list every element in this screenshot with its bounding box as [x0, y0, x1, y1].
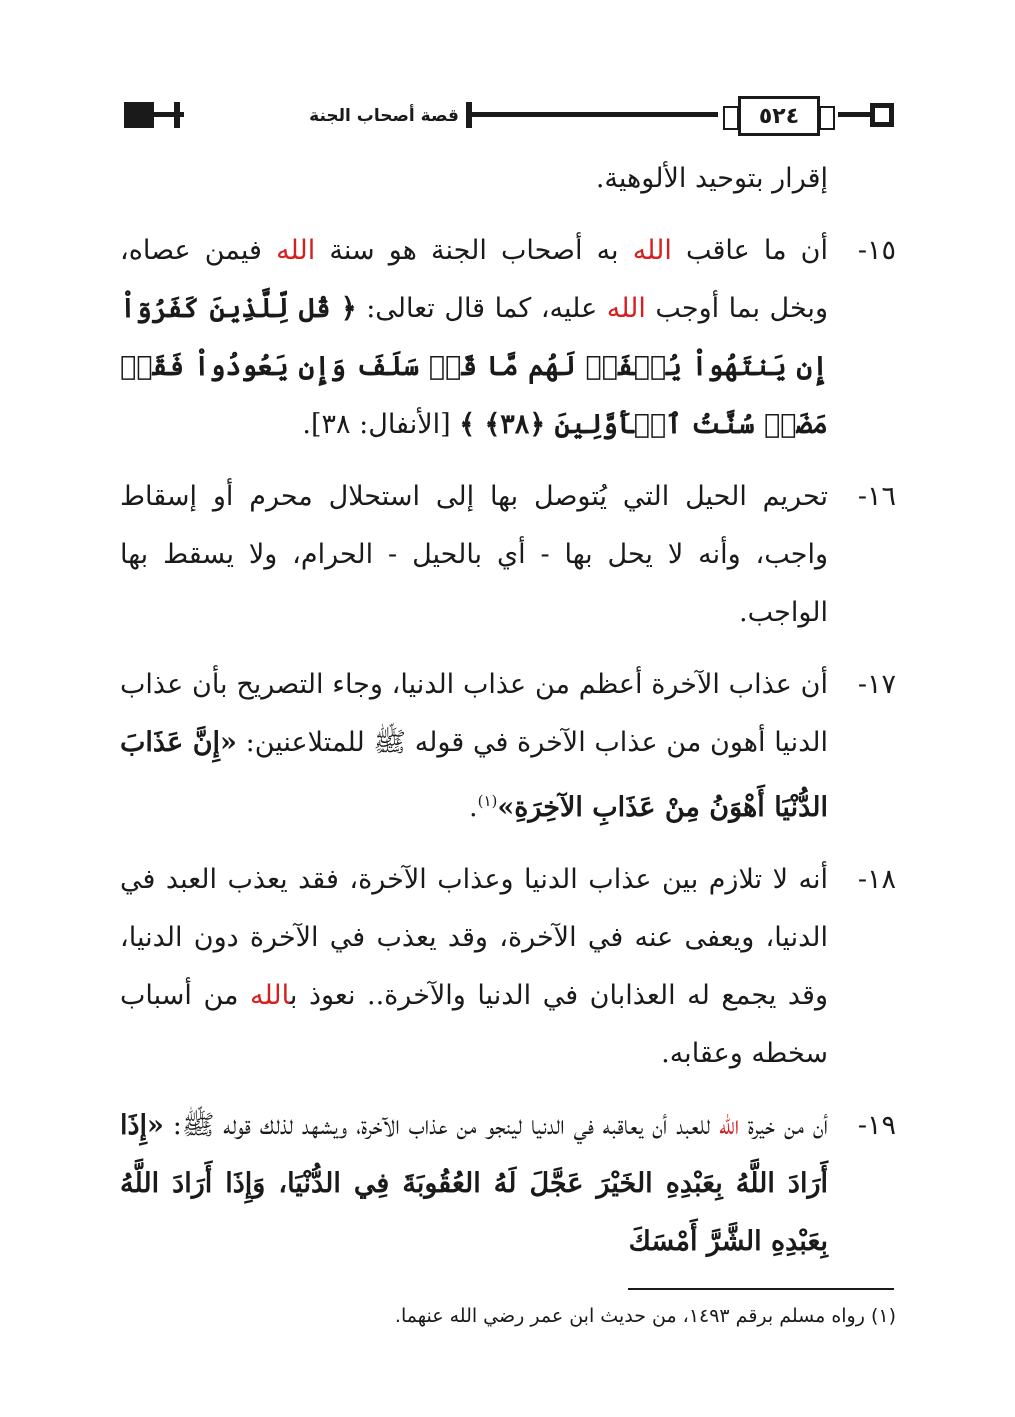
- text: أن ما عاقب: [671, 235, 828, 266]
- item-number: ١٧-: [857, 669, 896, 700]
- item-number: ١٥-: [857, 235, 896, 266]
- header-rule: [154, 112, 174, 117]
- text: أن عذاب الآخرة أعظم من عذاب الدنيا، وجاء التصريح بأن عذاب الدنيا أهون من عذاب الآخرة في قوله ﷺ للمتلاعنين:: [120, 669, 828, 758]
- verse-reference: [الأنفال: ٣٨].: [302, 409, 460, 440]
- header-end-block: [124, 102, 154, 128]
- header-corner-square: [870, 103, 894, 127]
- paragraph-17: [120, 656, 896, 837]
- quran-verse: ﴿ قُل لِّلَّذِينَ كَفَرُوٓاْ إِن يَنتَهُواْ يُغۡفَرۡ لَهُم مَّا قَدۡ سَلَفَ وَإِن يَعُودُواْ فَقَدۡ مَضَتۡ سُنَّتُ ٱلۡأَوَّلِينَ ﴿٣٨﴾ ﴾: [120, 293, 828, 440]
- text: أنه لا تلازم بين عذاب الدنيا وعذاب الآخرة، فقد يعذب العبد في الدنيا، ويعفى عنه في الآخرة، وقد يعذب في الآخرة دون الدنيا، وقد يجمع له العذابان في الدنيا والآخرة.. نعوذ ب: [120, 864, 828, 1011]
- hadith-quote: «إِذَا أَرَادَ اللَّهُ بِعَبْدِهِ الخَيْرَ عَجَّلَ لَهُ العُقُوبَةَ فِي الدُّنْيَا، وَإِذَا أَرَادَ اللَّهُ بِعَبْدِهِ الشَّرَّ أَمْسَكَ: [120, 1110, 828, 1257]
- item-number: ١٦-: [857, 481, 896, 512]
- page-number: ٥٢٤: [738, 96, 820, 136]
- chapter-title: قصة أصحاب الجنة: [309, 106, 459, 126]
- text: .: [468, 792, 478, 823]
- divine-name: الله: [606, 293, 646, 324]
- divine-name: الله: [632, 235, 672, 266]
- item-number: ١٨-: [857, 864, 896, 895]
- paragraph-19: [120, 1097, 896, 1271]
- text: للعبد أن يعاقبه في الدنيا لينجو من عذاب الآخرة، ويشهد لذلك قوله ﷺ:: [163, 1110, 719, 1141]
- paragraph-15: [120, 222, 896, 454]
- divine-name: الله: [250, 980, 290, 1011]
- item-number: ١٩-: [857, 1110, 896, 1141]
- header-rule: [180, 112, 184, 117]
- text: به أصحاب الجنة هو سنة: [315, 235, 633, 266]
- paragraph-intro: [120, 150, 896, 208]
- text: إقرار بتوحيد الألوهية.: [595, 163, 828, 194]
- text: فيمن عصاه،: [120, 235, 277, 266]
- text: أن من خيرة: [739, 1110, 828, 1141]
- page-body: [120, 150, 896, 1271]
- paragraph-18: [120, 851, 896, 1083]
- footnote: (١) رواه مسلم برقم ١٤٩٣، من حديث ابن عمر رضي الله عنهما.: [394, 1305, 896, 1327]
- divine-name: الله: [718, 1110, 740, 1141]
- running-header: [118, 92, 900, 140]
- divine-name: الله: [276, 235, 316, 266]
- header-rule: [838, 112, 872, 117]
- text: وبخل بما أوجب: [645, 293, 828, 324]
- text: عليه، كما قال تعالى:: [356, 293, 607, 324]
- footnote-separator: [628, 1288, 894, 1290]
- header-rule: [472, 112, 718, 117]
- hadith-quote: «إِنَّ عَذَابَ الدُّنْيَا أَهْوَنُ مِنْ عَذَابِ الآخِرَةِ»: [120, 727, 828, 823]
- paragraph-16: [120, 468, 896, 642]
- text: تحريم الحيل التي يُتوصل بها إلى استحلال محرم أو إسقاط واجب، وأنه لا يحل بها - أي بالحيل - الحرام، ولا يسقط بها الواجب.: [120, 481, 828, 628]
- text: من أسباب سخطه وعقابه.: [120, 980, 828, 1069]
- footnote-ref: (١): [477, 792, 498, 810]
